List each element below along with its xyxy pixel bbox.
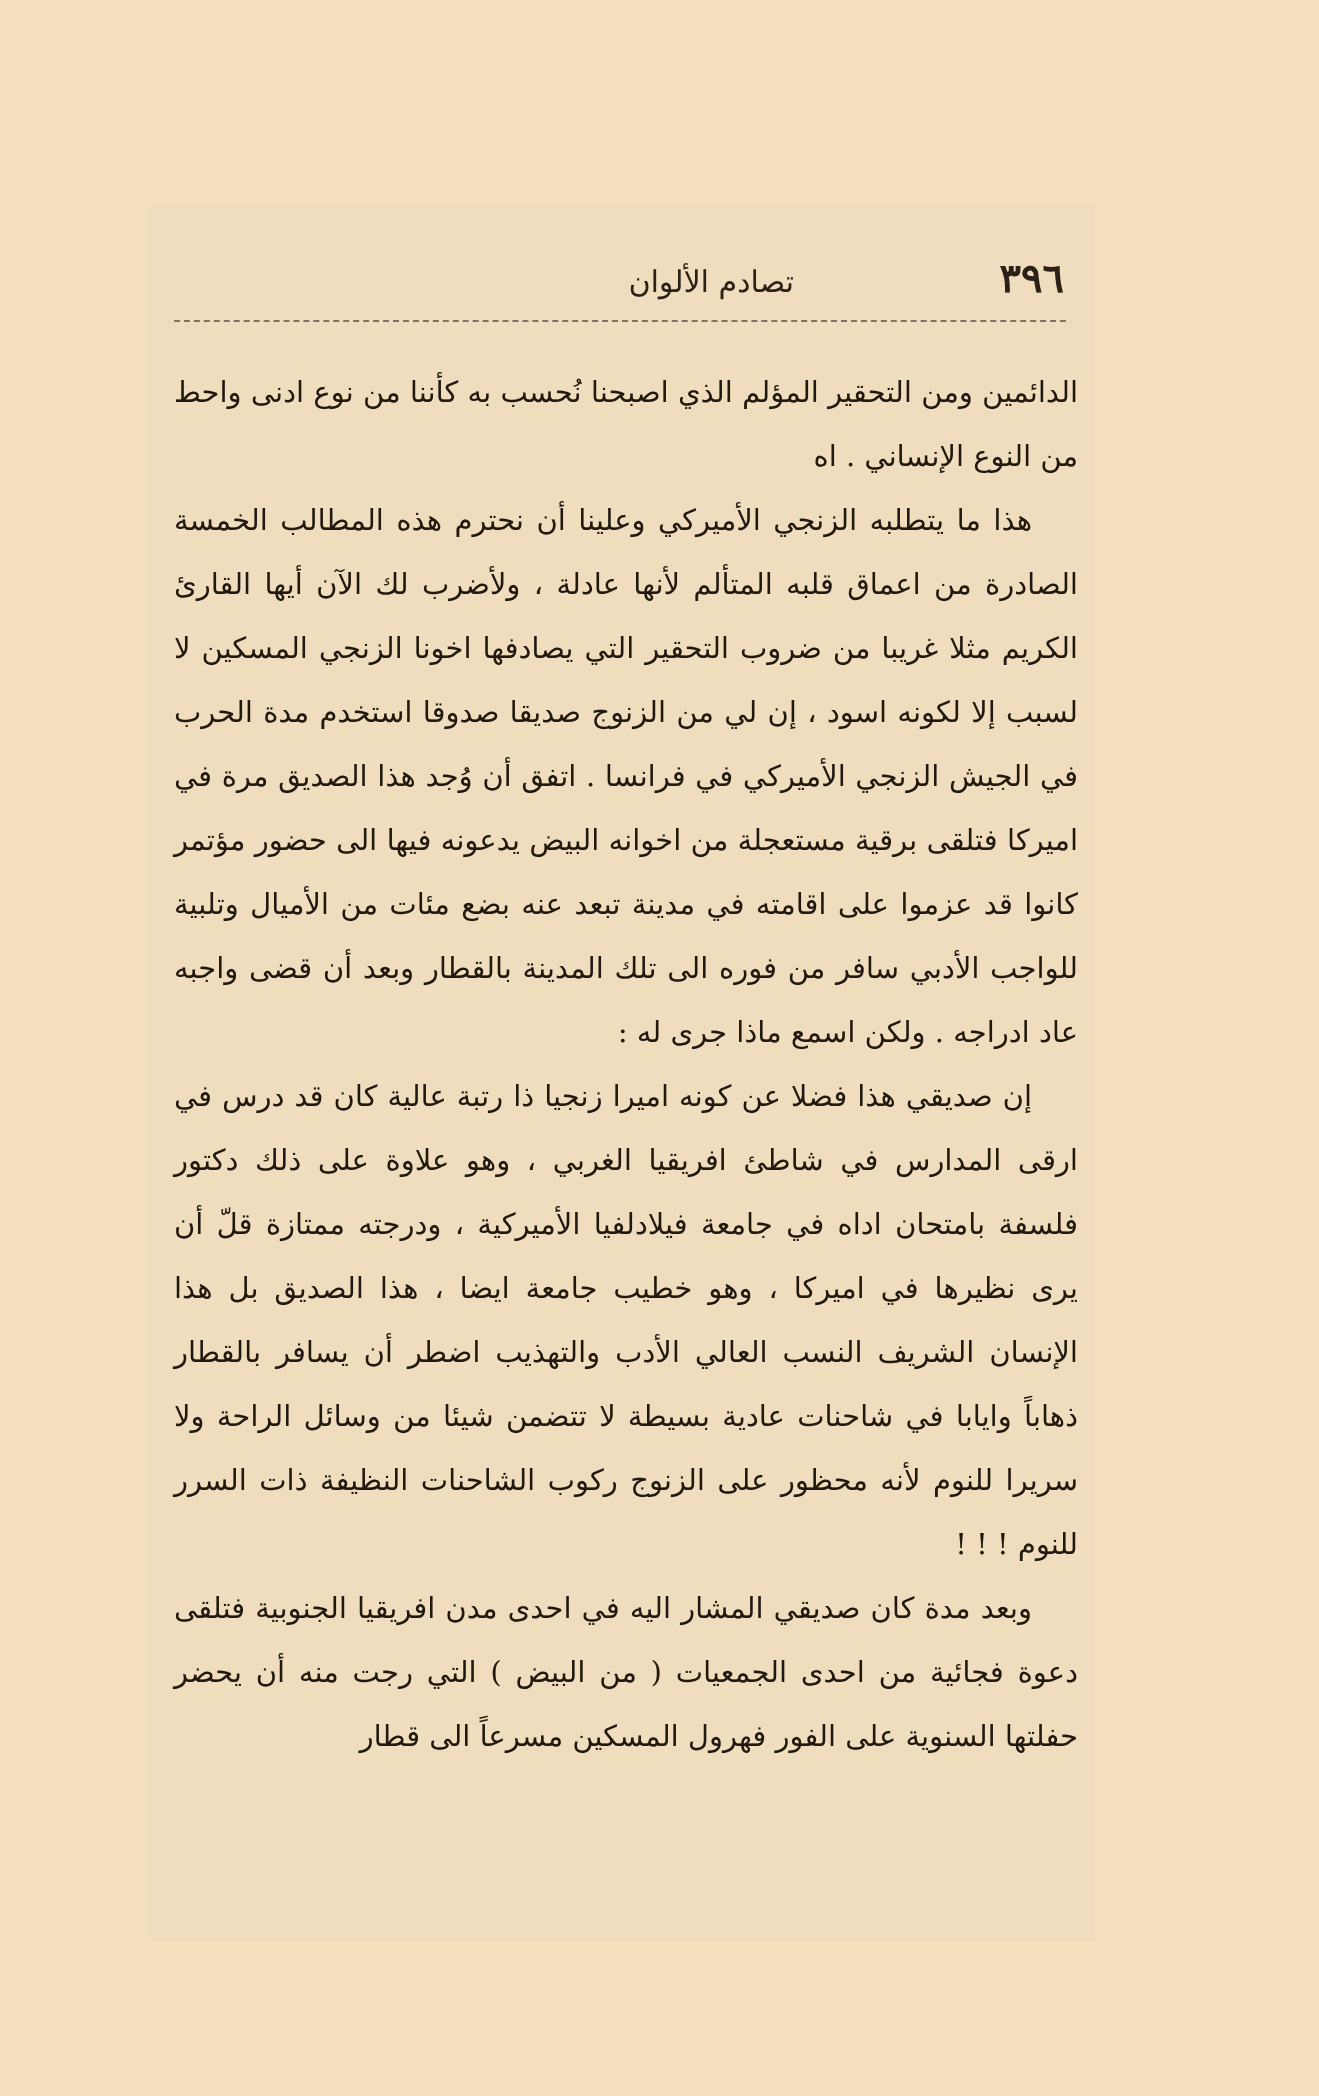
page-number: ٣٩٦ [999,255,1064,302]
paragraph: وبعد مدة كان صديقي المشار اليه في احدى مدن افريقيا الجنوبية فتلقى دعوة فجائية من احدى الجمعيات ( من البيض ) التي رجت منه أن يحضر حفلتها السنوية على الفور فهرول المسكين مسرعاً الى قطار [174,1591,1078,1753]
book-page [148,205,1094,1940]
paragraph: إن صديقي هذا فضلا عن كونه اميرا زنجيا ذا رتبة عالية كان قد درس في ارقى المدارس في شاطئ افريقيا الغربي ، وهو علاوة على ذلك دكتور فلسفة بامتحان اداه في جامعة فيلادلفيا الأميركية ، ودرجته ممتازة قلّ أن يرى نظيرها في اميركا ، وهو خطيب جامعة ايضا ، هذا الصديق بل هذا الإنسان الشريف النسب العالي الأدب والتهذيب اضطر أن يسافر بالقطار ذهاباً وايابا في شاحنات عادية بسيطة لا تتضمن شيئا من وسائل الراحة ولا سريرا للنوم لأنه محظور على الزنوج ركوب الشاحنات النظيفة ذات السرر للنوم ! ! ! [174,1079,1078,1561]
paragraph: هذا ما يتطلبه الزنجي الأميركي وعلينا أن نحترم هذه المطالب الخمسة الصادرة من اعماق قلبه المتألم لأنها عادلة ، ولأضرب لك الآن أيها القارئ الكريم مثلا غريبا من ضروب التحقير التي يصادفها اخونا الزنجي المسكين لا لسبب إلا لكونه اسود ، إن لي من الزنوج صديقا صدوقا استخدم مدة الحرب في الجيش الزنجي الأميركي في فرانسا . اتفق أن وُجد هذا الصديق مرة في اميركا فتلقى برقية مستعجلة من اخوانه البيض يدعونه فيها الى حضور مؤتمر كانوا قد عزموا على اقامته في مدينة تبعد عنه بضع مئات من الأميال وتلبية للواجب الأدبي سافر من فوره الى تلك المدينة بالقطار وبعد أن قضى واجبه عاد ادراجه . ولكن اسمع ماذا جرى له : [174,503,1078,1049]
page-header [182,255,1064,315]
paragraph: الدائمين ومن التحقير المؤلم الذي اصبحنا نُحسب به كأننا من نوع ادنى واحط من النوع الإنساني . اه [174,375,1078,473]
body-text [174,360,1078,1768]
header-divider [174,320,1066,322]
running-title: تصادم الألوان [628,265,794,300]
